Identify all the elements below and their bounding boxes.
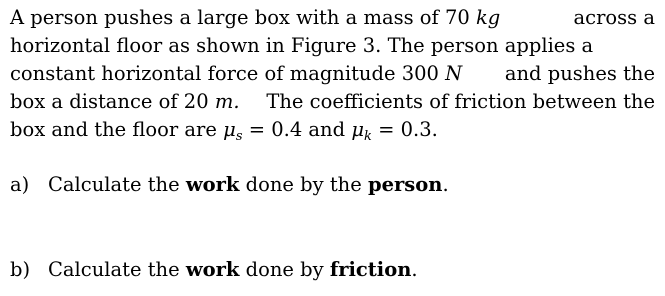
mass-unit: kg (475, 6, 501, 29)
line2-text: horizontal floor as shown in Figure 3. The person applies a (10, 34, 594, 57)
mu-static-subscript: s (235, 129, 243, 144)
question-a-text-a: Calculate the (48, 173, 180, 196)
mu-static-symbol: μ (223, 118, 236, 141)
line1-text-a: A person pushes a large box with a mass of 70 (10, 6, 470, 29)
line3-text-a: constant horizontal force of magnitude 300 (10, 62, 439, 85)
line4-text-b: The coefficients of friction between the (266, 90, 655, 113)
force-unit: N (445, 62, 463, 85)
question-a-bold-person: person (367, 173, 443, 196)
question-b-bold-friction: friction (329, 258, 412, 281)
line1-text-b: across a (573, 6, 655, 29)
problem-statement (10, 4, 655, 151)
question-b-text-a: Calculate the (48, 258, 180, 281)
mu-kinetic-subscript: k (364, 129, 372, 144)
question-a (10, 171, 449, 199)
mu-static-value: = 0.4 and (248, 118, 346, 141)
problem-line-1 (10, 4, 655, 32)
mu-kinetic-value: = 0.3. (378, 118, 438, 141)
problem-line-3 (10, 60, 655, 88)
question-b-label: b) (10, 258, 31, 281)
question-a-label: a) (10, 173, 30, 196)
question-b-period: . (411, 258, 418, 281)
question-b-bold-work: work (185, 258, 240, 281)
problem-line-2 (10, 32, 655, 60)
line5-text-a: box and the floor are (10, 118, 217, 141)
mu-kinetic-symbol: μ (351, 118, 364, 141)
question-a-period: . (442, 173, 449, 196)
question-b (10, 256, 418, 284)
question-a-text-b: done by the (245, 173, 362, 196)
problem-line-4 (10, 88, 655, 116)
line4-text-a: box a distance of 20 (10, 90, 209, 113)
problem-line-5 (10, 116, 655, 151)
distance-unit: m. (214, 90, 240, 113)
question-b-text-b: done by (245, 258, 324, 281)
line3-text-b: and pushes the (504, 62, 655, 85)
question-a-bold-work: work (185, 173, 240, 196)
